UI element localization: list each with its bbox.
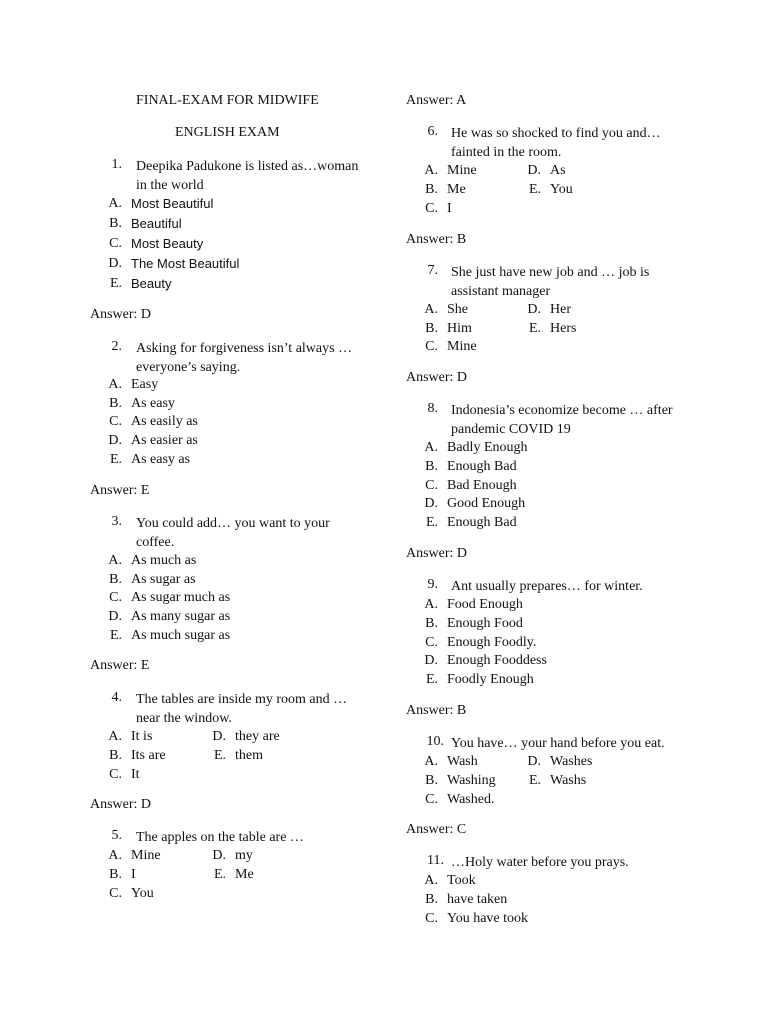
option-letter: A. — [424, 754, 438, 769]
option-text: Mine — [447, 163, 477, 178]
option-text: Mine — [447, 339, 477, 354]
answer-label: Answer: D — [406, 546, 468, 561]
option-text: Wash — [447, 754, 478, 769]
question-number: 2. — [111, 339, 122, 354]
option-letter: E. — [213, 748, 226, 763]
option-text: You have took — [447, 911, 529, 926]
option-text: Beautiful — [131, 216, 182, 231]
option-letter: D. — [108, 433, 122, 448]
option-letter: D. — [527, 754, 541, 769]
answer-label: Answer: D — [90, 307, 152, 322]
option-text: Washes — [550, 754, 593, 769]
option-text: You — [131, 886, 154, 901]
answer-label: Answer: B — [406, 232, 467, 247]
exam-title: FINAL-EXAM FOR MIDWIFE — [136, 93, 319, 108]
option-text: Took — [447, 873, 476, 888]
option-letter: B. — [109, 396, 122, 411]
option-letter: C. — [109, 767, 122, 782]
option-text: I — [131, 867, 136, 882]
question-text: You have… your hand before you eat. — [451, 736, 665, 751]
answer-label: Answer: A — [406, 93, 467, 108]
option-text: As much sugar as — [131, 628, 231, 643]
option-letter: D. — [527, 302, 541, 317]
option-letter: D. — [212, 848, 226, 863]
option-text: Its are — [131, 748, 166, 763]
option-text: The Most Beautiful — [131, 256, 240, 271]
option-letter: E. — [528, 321, 541, 336]
option-letter: B. — [109, 867, 122, 882]
option-text: Enough Fooddess — [447, 653, 547, 668]
option-letter: A. — [108, 848, 122, 863]
question-text: She just have new job and … job is assistant manager — [451, 265, 650, 299]
option-letter: E. — [528, 773, 541, 788]
option-text: As easy as — [131, 452, 191, 467]
answer-label: Answer: D — [406, 370, 468, 385]
option-letter: D. — [212, 729, 226, 744]
option-text: Enough Food — [447, 616, 523, 631]
question-text: Ant usually prepares… for winter. — [451, 579, 643, 594]
option-letter: A. — [424, 597, 438, 612]
option-text: Him — [447, 321, 472, 336]
option-letter: E. — [425, 515, 438, 530]
option-text: Mine — [131, 848, 161, 863]
option-letter: B. — [109, 216, 122, 231]
option-letter: A. — [424, 873, 438, 888]
question-number: 7. — [427, 263, 438, 278]
option-text: As much as — [131, 553, 197, 568]
option-letter: E. — [528, 182, 541, 197]
option-letter: C. — [109, 236, 122, 251]
option-letter: D. — [424, 653, 438, 668]
question-text: The apples on the table are … — [136, 830, 304, 845]
option-text: Washs — [550, 773, 587, 788]
answer-label: Answer: E — [90, 483, 150, 498]
option-letter: E. — [109, 452, 122, 467]
option-text: Hers — [550, 321, 577, 336]
option-text: Easy — [131, 377, 159, 392]
question-text: Indonesia’s economize become … after pandemic COVID 19 — [451, 403, 673, 437]
option-letter: B. — [425, 182, 438, 197]
option-text: have taken — [447, 892, 508, 907]
option-text: As easily as — [131, 414, 198, 429]
option-text: As easier as — [131, 433, 198, 448]
option-text: As — [550, 163, 566, 178]
option-text: Good Enough — [447, 496, 526, 511]
question-number: 3. — [111, 514, 122, 529]
answer-label: Answer: D — [90, 797, 152, 812]
option-letter: C. — [425, 478, 438, 493]
option-letter: D. — [108, 609, 122, 624]
answer-label: Answer: C — [406, 822, 467, 837]
option-letter: E. — [109, 276, 122, 291]
option-text: Enough Bad — [447, 515, 517, 530]
option-letter: A. — [424, 163, 438, 178]
option-text: my — [235, 848, 253, 863]
option-letter: D. — [424, 496, 438, 511]
option-letter: B. — [425, 459, 438, 474]
option-letter: E. — [425, 672, 438, 687]
question-text: He was so shocked to find you and… fainted in the room. — [451, 126, 661, 160]
option-letter: B. — [425, 773, 438, 788]
option-letter: E. — [213, 867, 226, 882]
question-number: 5. — [111, 828, 122, 843]
option-letter: A. — [108, 553, 122, 568]
option-text: Most Beautiful — [131, 196, 214, 211]
option-letter: A. — [424, 302, 438, 317]
option-text: Enough Bad — [447, 459, 517, 474]
option-text: Washing — [447, 773, 496, 788]
option-text: Most Beauty — [131, 236, 204, 251]
option-letter: B. — [109, 748, 122, 763]
option-letter: A. — [424, 440, 438, 455]
question-number: 11. — [427, 853, 444, 868]
question-number: 8. — [427, 401, 438, 416]
option-text: It is — [131, 729, 153, 744]
option-letter: A. — [108, 196, 122, 211]
option-text: You — [550, 182, 573, 197]
option-text: She — [447, 302, 468, 317]
option-text: Me — [447, 182, 466, 197]
question-text: Deepika Padukone is listed as…woman in the world — [136, 159, 359, 193]
option-text: them — [235, 748, 263, 763]
option-text: Foodly Enough — [447, 672, 534, 687]
answer-label: Answer: B — [406, 703, 467, 718]
option-text: Badly Enough — [447, 440, 528, 455]
question-text: You could add… you want to your coffee. — [136, 516, 330, 550]
option-letter: C. — [109, 886, 122, 901]
option-text: they are — [235, 729, 280, 744]
option-text: Enough Foodly. — [447, 635, 537, 650]
option-text: As easy — [131, 396, 175, 411]
question-number: 6. — [427, 124, 438, 139]
option-letter: C. — [425, 201, 438, 216]
option-text: As many sugar as — [131, 609, 231, 624]
option-text: I — [447, 201, 452, 216]
option-text: As sugar much as — [131, 590, 231, 605]
question-number: 9. — [427, 577, 438, 592]
question-text: The tables are inside my room and … near the window. — [136, 692, 348, 726]
option-text: Her — [550, 302, 571, 317]
exam-subtitle: ENGLISH EXAM — [175, 125, 280, 140]
question-number: 1. — [111, 157, 122, 172]
question-text: …Holy water before you prays. — [451, 855, 629, 870]
option-letter: B. — [425, 892, 438, 907]
option-letter: B. — [109, 572, 122, 587]
option-letter: C. — [425, 911, 438, 926]
option-text: Bad Enough — [447, 478, 517, 493]
answer-label: Answer: E — [90, 658, 150, 673]
question-text: Asking for forgiveness isn’t always … everyone’s saying. — [136, 341, 353, 375]
option-letter: C. — [425, 339, 438, 354]
option-letter: A. — [108, 729, 122, 744]
option-letter: A. — [108, 377, 122, 392]
option-letter: B. — [425, 321, 438, 336]
option-letter: D. — [527, 163, 541, 178]
option-text: Food Enough — [447, 597, 523, 612]
option-text: Beauty — [131, 276, 172, 291]
option-letter: C. — [425, 792, 438, 807]
question-number: 10. — [426, 734, 444, 749]
option-text: Me — [235, 867, 254, 882]
option-letter: C. — [109, 590, 122, 605]
option-letter: B. — [425, 616, 438, 631]
option-letter: C. — [109, 414, 122, 429]
question-number: 4. — [111, 690, 122, 705]
option-text: As sugar as — [131, 572, 196, 587]
option-text: Washed. — [447, 792, 495, 807]
option-letter: D. — [108, 256, 122, 271]
option-text: It — [131, 767, 140, 782]
option-letter: E. — [109, 628, 122, 643]
option-letter: C. — [425, 635, 438, 650]
